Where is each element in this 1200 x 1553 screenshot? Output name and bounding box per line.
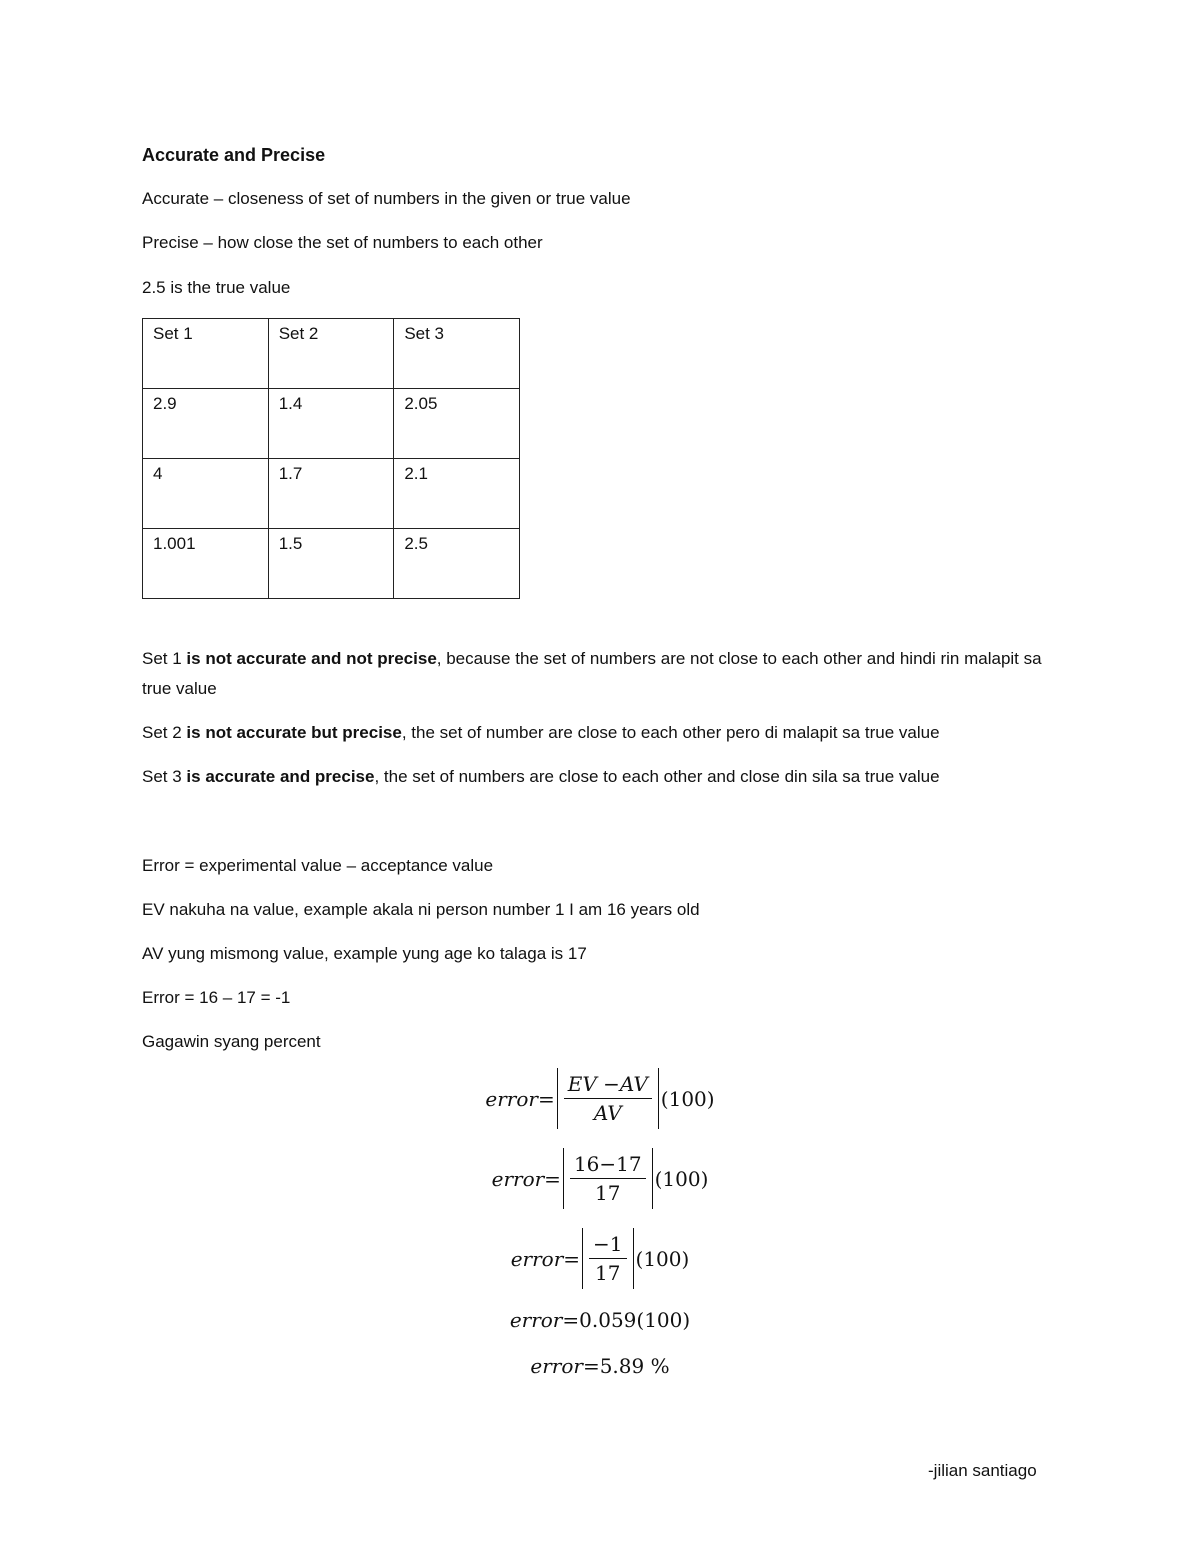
table-header-cell: Set 3 (394, 319, 520, 389)
eq-sign: = (563, 1246, 581, 1271)
page-title: Accurate and Precise (142, 145, 326, 165)
set1-label: Set 1 (142, 649, 187, 668)
factor: (100) (654, 1166, 709, 1191)
equation-1 (0, 1068, 1200, 1129)
error-formula: Error = experimental value – acceptance value (142, 856, 494, 875)
eq-value: 5.89 % (599, 1354, 670, 1378)
set1-explanation: , because the set of numbers are not close to each other and hindi rin malapit sa true value (142, 649, 1042, 698)
av-explanation: AV yung mismong value, example yung age ko talaga is 17 (142, 944, 587, 963)
table-cell: 2.9 (143, 389, 269, 459)
factor: (100) (636, 1308, 691, 1332)
table-cell: 2.5 (394, 529, 520, 599)
numerator: EV −AV (564, 1072, 652, 1099)
eq-lhs: error (509, 1308, 563, 1332)
numerator: −1 (589, 1232, 626, 1259)
fraction (570, 1152, 646, 1205)
equation-3 (0, 1228, 1200, 1289)
table-row (143, 389, 520, 459)
table-cell: 4 (143, 459, 269, 529)
set2-conclusion (142, 722, 940, 744)
eq-sign: = (537, 1086, 555, 1111)
eq-lhs: error (491, 1166, 545, 1191)
table-row (143, 529, 520, 599)
set2-label: Set 2 (142, 723, 187, 742)
table-cell: 1.7 (268, 459, 394, 529)
set2-verdict: is not accurate but precise (186, 723, 402, 742)
eq-sign: = (544, 1166, 561, 1191)
absolute-value (582, 1228, 633, 1289)
set3-label: Set 3 (142, 767, 187, 786)
eq-value: 0.059 (579, 1308, 637, 1332)
denominator: 17 (595, 1181, 621, 1205)
equation-2 (0, 1148, 1200, 1209)
fraction (589, 1232, 626, 1285)
denominator: 17 (595, 1261, 621, 1285)
accurate-definition: Accurate – closeness of set of numbers in the given or true value (142, 189, 631, 208)
set3-verdict: is accurate and precise (186, 767, 375, 786)
numerator: 16−17 (570, 1152, 646, 1179)
error-calculation: Error = 16 – 17 = -1 (142, 988, 291, 1007)
eq-lhs: error (510, 1246, 564, 1271)
true-value-statement: 2.5 is the true value (142, 278, 291, 297)
table-cell: 2.05 (394, 389, 520, 459)
denominator: AV (593, 1101, 622, 1125)
eq-lhs: error (485, 1086, 538, 1111)
table-header-row (143, 319, 520, 389)
absolute-value (563, 1148, 653, 1209)
set2-explanation: , the set of number are close to each other pero di malapit sa true value (401, 723, 940, 742)
precise-definition: Precise – how close the set of numbers to each other (142, 233, 543, 252)
percent-note: Gagawin syang percent (142, 1032, 321, 1051)
table-cell: 2.1 (394, 459, 520, 529)
set1-verdict: is not accurate and not precise (186, 649, 437, 668)
table-cell: 1.5 (268, 529, 394, 599)
absolute-value (557, 1068, 659, 1129)
eq-lhs: error (530, 1354, 583, 1378)
set1-conclusion (142, 644, 1062, 704)
equation-5 (0, 1354, 1200, 1378)
table-header-cell: Set 2 (268, 319, 394, 389)
set3-conclusion (142, 766, 940, 788)
author-signature: -jilian santiago (928, 1461, 1037, 1480)
table-row (143, 459, 520, 529)
sets-table (142, 318, 520, 599)
factor: (100) (635, 1246, 690, 1271)
table-cell: 1.4 (268, 389, 394, 459)
fraction (564, 1072, 652, 1125)
factor: (100) (660, 1086, 715, 1111)
set3-explanation: , the set of numbers are close to each other and close din sila sa true value (374, 767, 940, 786)
equation-4 (0, 1308, 1200, 1332)
table-cell: 1.001 (143, 529, 269, 599)
eq-sign: = (562, 1308, 580, 1332)
table-header-cell: Set 1 (143, 319, 269, 389)
eq-sign: = (582, 1354, 600, 1378)
ev-explanation: EV nakuha na value, example akala ni person number 1 I am 16 years old (142, 900, 700, 919)
